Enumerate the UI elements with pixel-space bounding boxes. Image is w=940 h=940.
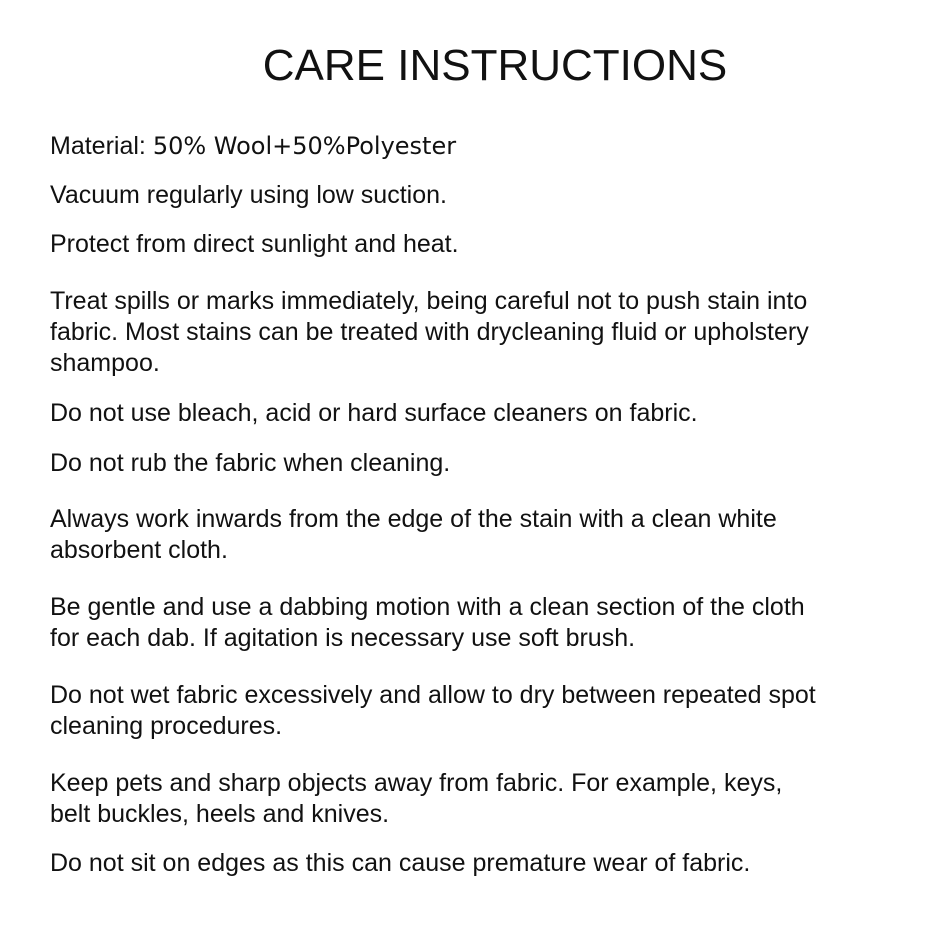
instruction-edges (50, 848, 910, 879)
instruction-line: cleaning procedures. (50, 712, 283, 740)
instruction-sunlight (50, 229, 910, 260)
instruction-work-inwards (50, 504, 910, 566)
instruction-vacuum (50, 180, 910, 211)
instruction-bleach (50, 398, 910, 429)
instruction-line: Keep pets and sharp objects away from fabric. For example, keys, (50, 769, 783, 797)
instruction-line: Do not wet fabric excessively and allow to dry between repeated spot (50, 681, 816, 709)
page-title: CARE INSTRUCTIONS (262, 41, 728, 90)
instruction-line: shampoo. (50, 349, 160, 377)
instruction-line: for each dab. If agitation is necessary use soft brush. (50, 624, 636, 652)
instruction-line: Do not sit on edges as this can cause premature wear of fabric. (50, 849, 751, 877)
instruction-line: Always work inwards from the edge of the stain with a clean white (50, 505, 777, 533)
instruction-line: belt buckles, heels and knives. (50, 800, 390, 828)
instruction-line: Vacuum regularly using low suction. (50, 181, 447, 209)
instruction-rub (50, 448, 910, 479)
instruction-dabbing (50, 592, 910, 654)
instruction-line: Do not rub the fabric when cleaning. (50, 449, 451, 477)
instruction-line: fabric. Most stains can be treated with drycleaning fluid or upholstery (50, 318, 809, 346)
instruction-pets (50, 768, 910, 830)
instruction-wet (50, 680, 910, 742)
instruction-spills (50, 286, 910, 379)
instruction-line: Be gentle and use a dabbing motion with a clean section of the cloth (50, 593, 805, 621)
material-line (50, 131, 910, 162)
instruction-line: absorbent cloth. (50, 536, 228, 564)
instruction-line: Protect from direct sunlight and heat. (50, 230, 459, 258)
material-label: Material: (50, 132, 146, 160)
instruction-line: Do not use bleach, acid or hard surface cleaners on fabric. (50, 399, 698, 427)
material-value: 50% Wool+50%Polyester (152, 132, 457, 160)
instruction-line: Treat spills or marks immediately, being careful not to push stain into (50, 287, 808, 315)
